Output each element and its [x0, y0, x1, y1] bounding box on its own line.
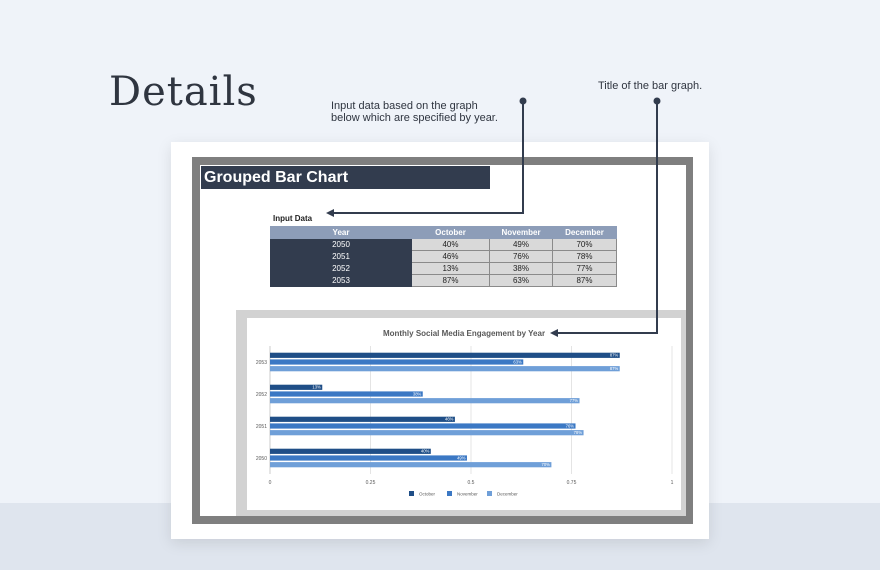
- y-tick-label: 2052: [255, 392, 267, 398]
- chart-title-callout-arrow: [550, 329, 558, 337]
- value-cell: 40%: [412, 239, 490, 251]
- value-cell: 63%: [490, 275, 553, 287]
- chart-title-callout-line: [556, 101, 657, 333]
- x-tick-label: 0.5: [467, 480, 475, 486]
- value-cell: 49%: [490, 239, 553, 251]
- y-tick-label: 2053: [255, 360, 267, 366]
- value-cell: 77%: [553, 263, 617, 275]
- input-data-callout-line: [332, 101, 523, 213]
- data-label: 87%: [609, 352, 619, 358]
- year-cell: 2052: [271, 263, 412, 275]
- chart-title: Monthly Social Media Engagement by Year: [382, 329, 546, 338]
- x-tick-label: 0.75: [566, 480, 577, 486]
- sheet-title: Grouped Bar Chart: [201, 166, 490, 189]
- year-cell: 2051: [271, 251, 412, 263]
- input-data-note-line2: below which are specified by year.: [331, 112, 498, 124]
- value-cell: 13%: [412, 263, 490, 275]
- chart-title-note: Title of the bar graph.: [598, 80, 703, 92]
- data-label: 49%: [457, 455, 466, 461]
- col-header-november: November: [490, 227, 553, 239]
- y-tick-label: 2051: [255, 424, 267, 430]
- value-cell: 87%: [412, 275, 490, 287]
- value-cell: 70%: [553, 239, 617, 251]
- value-cell: 46%: [412, 251, 490, 263]
- data-label: 87%: [609, 366, 619, 372]
- data-label: 70%: [541, 462, 550, 468]
- legend-label: November: [457, 491, 478, 497]
- page-heading: Details: [109, 68, 258, 115]
- data-label: 38%: [412, 391, 422, 397]
- data-label: 78%: [573, 430, 583, 436]
- x-tick-label: 1: [670, 480, 674, 486]
- input-data-callout-arrow: [326, 209, 334, 217]
- col-header-year: Year: [271, 227, 412, 239]
- legend-label: October: [419, 491, 436, 497]
- data-label: 77%: [569, 398, 579, 404]
- legend-label: December: [497, 491, 518, 497]
- col-header-october: October: [412, 227, 490, 239]
- input-data-label: Input Data: [273, 214, 313, 223]
- value-cell: 38%: [490, 263, 553, 275]
- x-tick-label: 0.25: [365, 480, 376, 486]
- value-cell: 87%: [553, 275, 617, 287]
- data-label: 13%: [312, 384, 321, 390]
- data-label: 63%: [513, 359, 522, 365]
- data-label: 76%: [565, 423, 575, 429]
- y-tick-label: 2050: [255, 456, 267, 462]
- value-cell: 78%: [553, 251, 617, 263]
- year-cell: 2050: [271, 239, 412, 251]
- year-cell: 2053: [271, 275, 412, 287]
- chart-title-callout-dot: [654, 98, 661, 105]
- data-label: 40%: [420, 448, 430, 454]
- input-data-note-line1: Input data based on the graph: [331, 100, 478, 112]
- input-data-callout-dot: [520, 98, 527, 105]
- x-tick-label: 0: [268, 480, 272, 486]
- col-header-december: December: [553, 227, 617, 239]
- data-label: 46%: [445, 416, 454, 422]
- value-cell: 76%: [490, 251, 553, 263]
